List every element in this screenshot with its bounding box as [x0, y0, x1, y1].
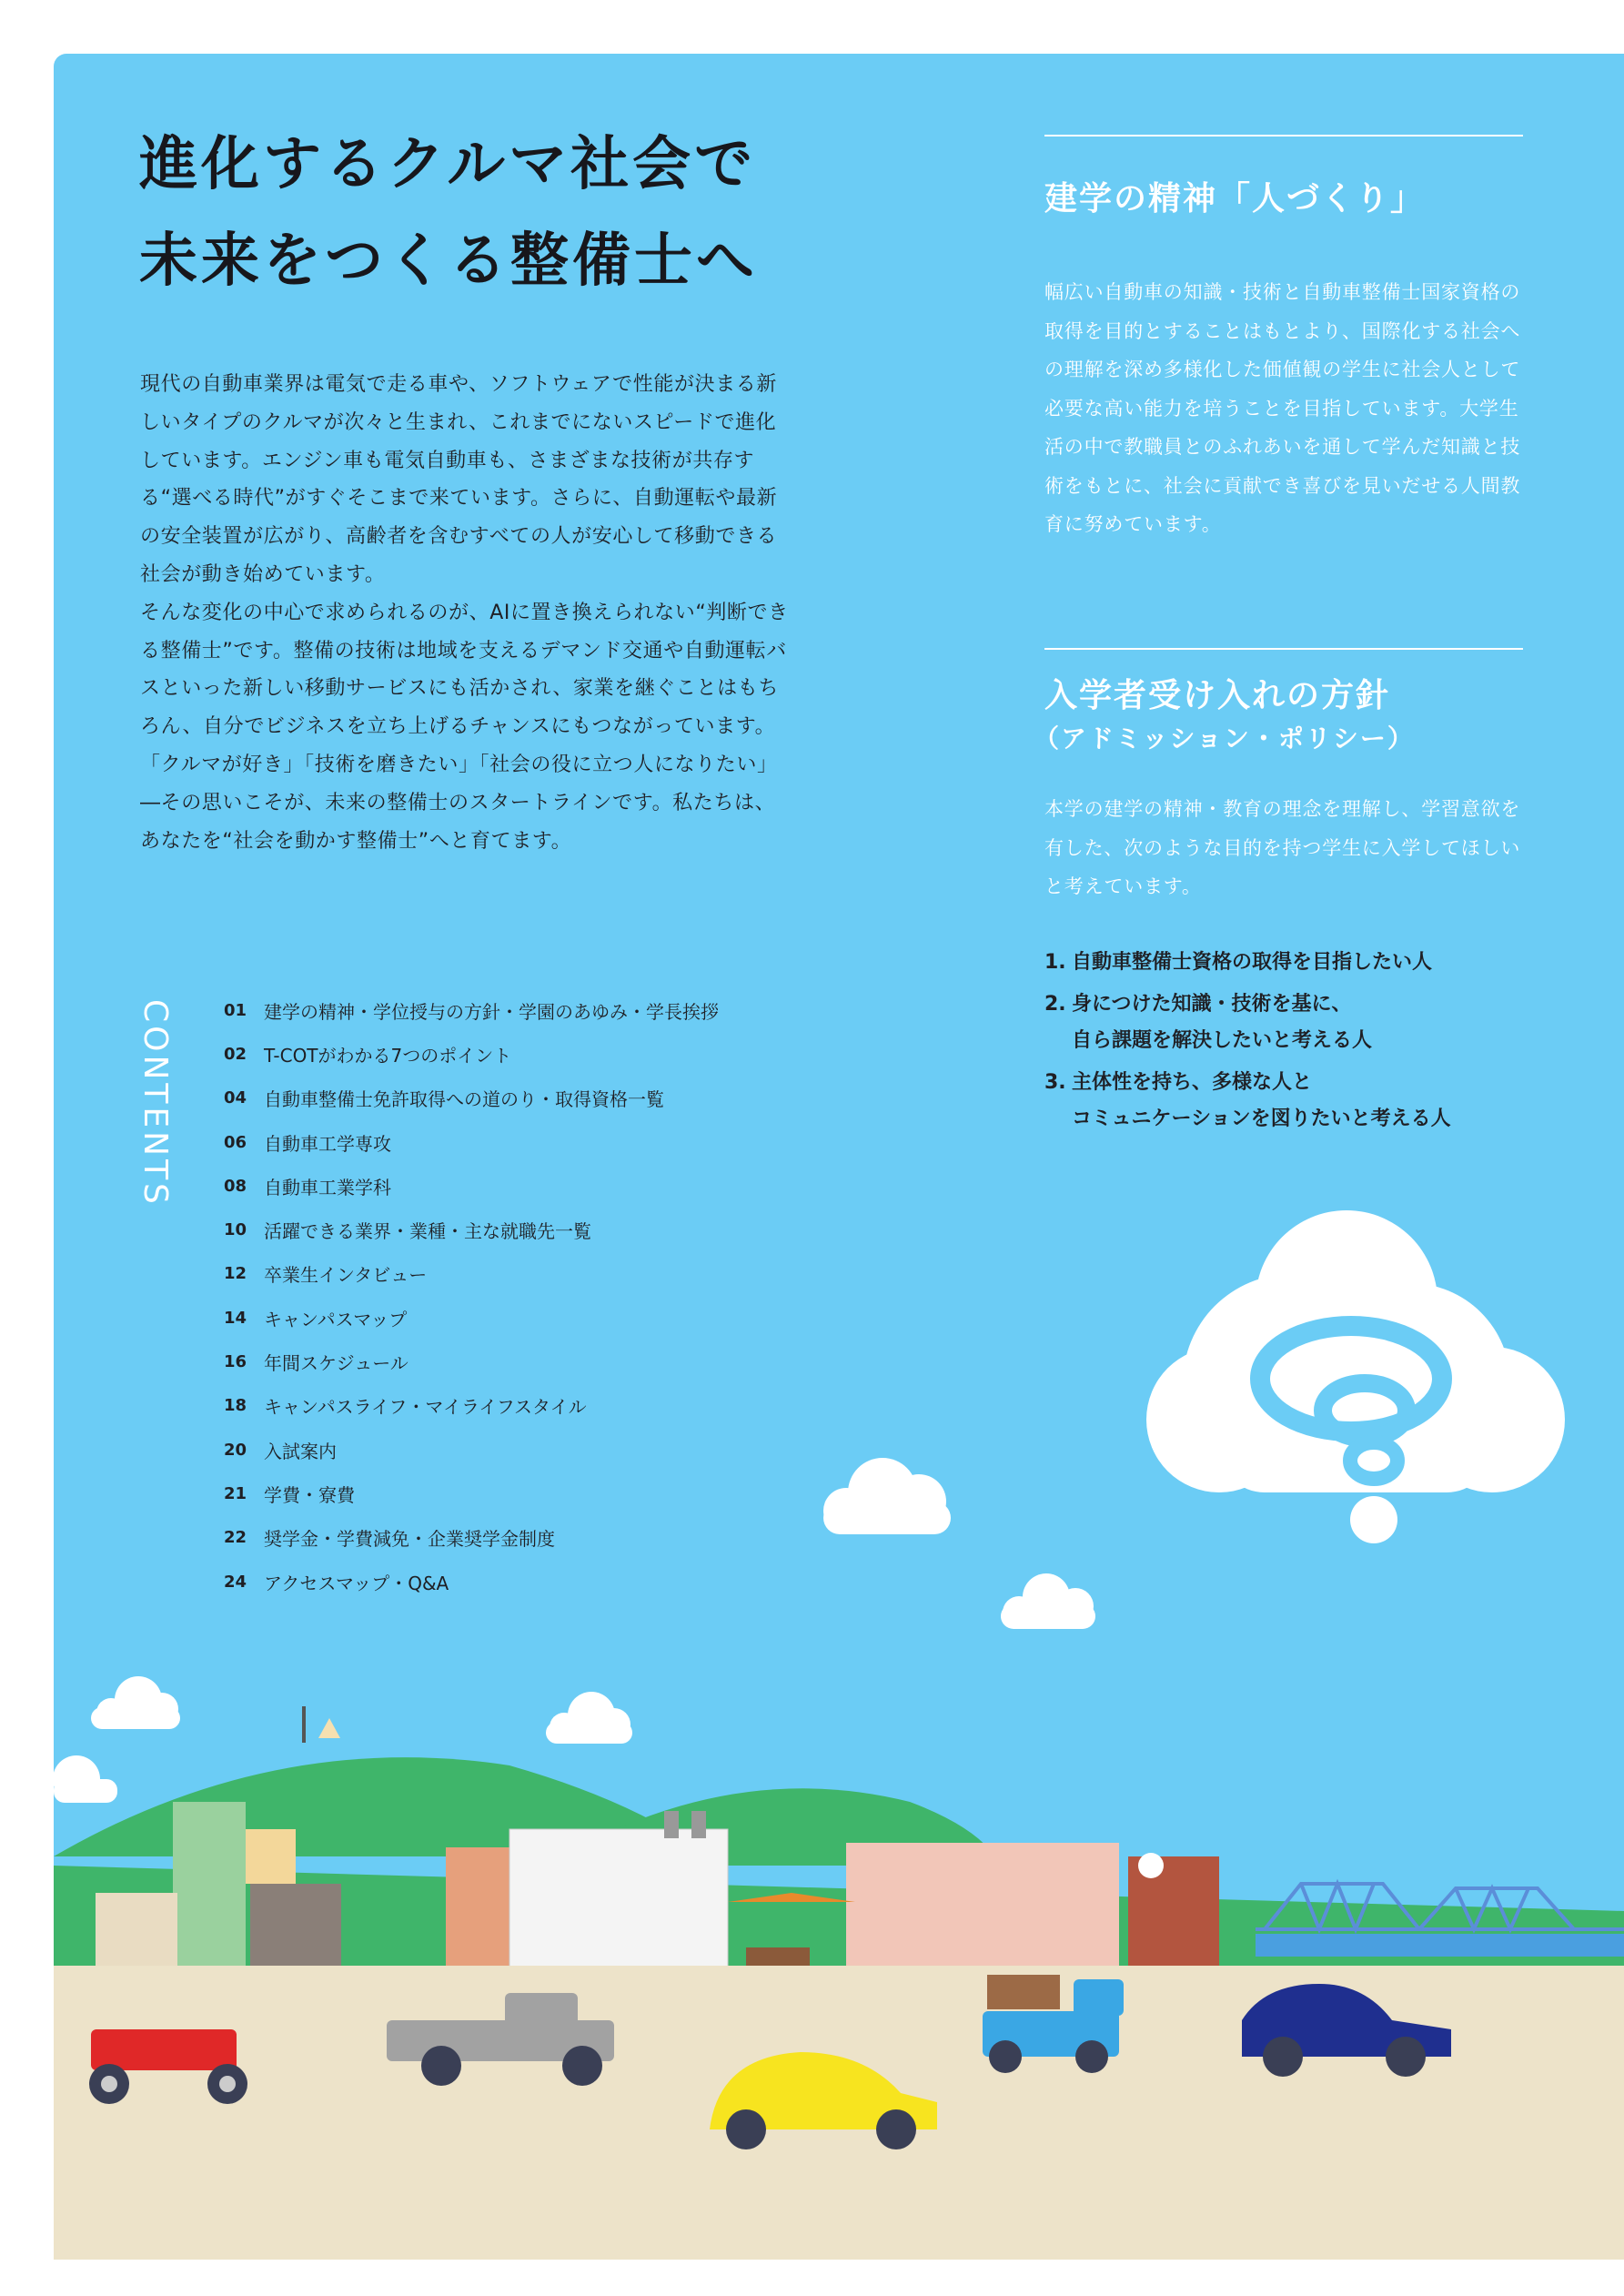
contents-item-title: 学費・寮費 [264, 1483, 355, 1506]
contents-label: CONTENTS [136, 999, 174, 1208]
intro-paragraph-1: 現代の自動車業界は電気で走る車や、ソフトウェアで性能が決まる新しいタイプのクルマが次々と生まれ、これまでにないスピードで進化しています。エンジン車も電気自動車も、さまざまな技術が共存する“選べる時代”がすぐそこまで来ています。さらに、自動運転や最新の安全装置が広がり、高齢者を含むすべての人が安心して移動できる社会が動き始めています。 [140, 373, 778, 586]
contents-item-number: 22 [224, 1528, 247, 1548]
contents-item-number: 18 [224, 1396, 247, 1416]
philosophy-rule [1044, 135, 1523, 137]
contents-item-number: 24 [224, 1572, 247, 1592]
philosophy-title: 建学の精神「人づくり」 [1044, 180, 1426, 217]
contents-item-number: 10 [224, 1220, 247, 1240]
headline-line-1: 進化するクルマ社会で [139, 131, 757, 198]
intro-paragraph-2: そんな変化の中心で求められるのが、AIに置き換えられない“判断できる整備士”です。整備の技術は地域を支えるデマンド交通や自動運転バスといった新しい移動サービスにも活かされ、家業を継ぐことはもちろん、自分でビジネスを立ち上げるチャンスにもつながっています。 [140, 601, 789, 739]
contents-item-title: 年間スケジュール [264, 1352, 409, 1375]
policy-item-number: 3. [1044, 1071, 1066, 1094]
policy-item-line: 主体性を持ち、多様な人と [1072, 1071, 1313, 1094]
admission-title: 入学者受け入れの方針 [1044, 677, 1391, 714]
intro-text [140, 366, 795, 860]
contents-item-number: 02 [224, 1044, 247, 1064]
intro-paragraph-3: 「クルマが好き」「技術を磨きたい」「社会の役に立つ人になりたい」―その思いこそが、未来の整備士のスタートラインです。私たちは、あなたを“社会を動かす整備士”へと育てます。 [140, 753, 778, 853]
policy-item-line: 自動車整備士資格の取得を目指したい人 [1072, 951, 1433, 974]
headline-line-2: 未来をつくる整備士へ [139, 228, 758, 295]
policy-item-number: 2. [1044, 993, 1066, 1016]
admission-body: 本学の建学の精神・教育の理念を理解し、学習意欲を有した、次のような目的を持つ学生に入学してほしいと考えています。 [1044, 798, 1521, 897]
cloud-icon [1001, 1573, 1095, 1629]
thought-cloud-icon [1146, 1210, 1565, 1543]
contents-item-number: 12 [224, 1264, 247, 1284]
contents-item-title: 自動車整備士免許取得への道のり・取得資格一覧 [264, 1088, 664, 1111]
contents-item-title: 建学の精神・学位授与の方針・学園のあゆみ・学長挨拶 [264, 1000, 719, 1023]
policy-item-line: 自ら課題を解決したいと考える人 [1072, 1029, 1373, 1052]
contents-item-title: 自動車工学専攻 [264, 1132, 391, 1155]
contents-item-number: 20 [224, 1440, 247, 1460]
cloud-icon [91, 1676, 180, 1729]
contents-item-number: 08 [224, 1176, 247, 1196]
admission-subtitle: （アドミッション・ポリシー） [1034, 723, 1415, 754]
policy-item-line: コミュニケーションを図りたいと考える人 [1072, 1108, 1451, 1130]
cloud-icon [823, 1458, 951, 1534]
policy-item-line: 身につけた知識・技術を基に、 [1072, 993, 1352, 1016]
policy-item-number: 1. [1044, 951, 1066, 974]
contents-item-title: アクセスマップ・Q&A [264, 1572, 449, 1594]
contents-item-title: キャンパスマップ [264, 1308, 408, 1330]
contents-item-number: 04 [224, 1088, 247, 1108]
contents-item-title: 活躍できる業界・業種・主な就職先一覧 [264, 1220, 591, 1243]
contents-item-number: 06 [224, 1132, 247, 1152]
contents-item-number: 01 [224, 1000, 247, 1020]
contents-item-title: 自動車工業学科 [264, 1176, 391, 1199]
cloud-icon [546, 1692, 632, 1744]
contents-item-number: 16 [224, 1352, 247, 1372]
town-illustration [0, 956, 1624, 2296]
contents-item-title: T-COTがわかる7つのポイント [264, 1044, 512, 1067]
contents-item-number: 14 [224, 1308, 247, 1328]
headline [139, 116, 758, 309]
contents-item-number: 21 [224, 1483, 247, 1503]
admission-rule [1044, 648, 1523, 650]
philosophy-body: 幅広い自動車の知識・技術と自動車整備士国家資格の取得を目的とすることはもとより、国際化する社会への理解を深め多様化した価値観の学生に社会人として必要な高い能力を培うことを目指しています。大学生活の中で教職員とのふれあいを通して学んだ知識と技術をもとに、社会に貢献でき喜びを見いだせる人間教育に努めています。 [1044, 281, 1521, 535]
contents-item-title: 入試案内 [264, 1440, 337, 1462]
contents-item-title: キャンパスライフ・マイライフスタイル [264, 1396, 587, 1419]
contents-item-title: 卒業生インタビュー [264, 1264, 428, 1287]
cloud-icon [53, 1755, 117, 1803]
river [1256, 1934, 1624, 1957]
contents-item-title: 奨学金・学費減免・企業奨学金制度 [264, 1528, 555, 1551]
